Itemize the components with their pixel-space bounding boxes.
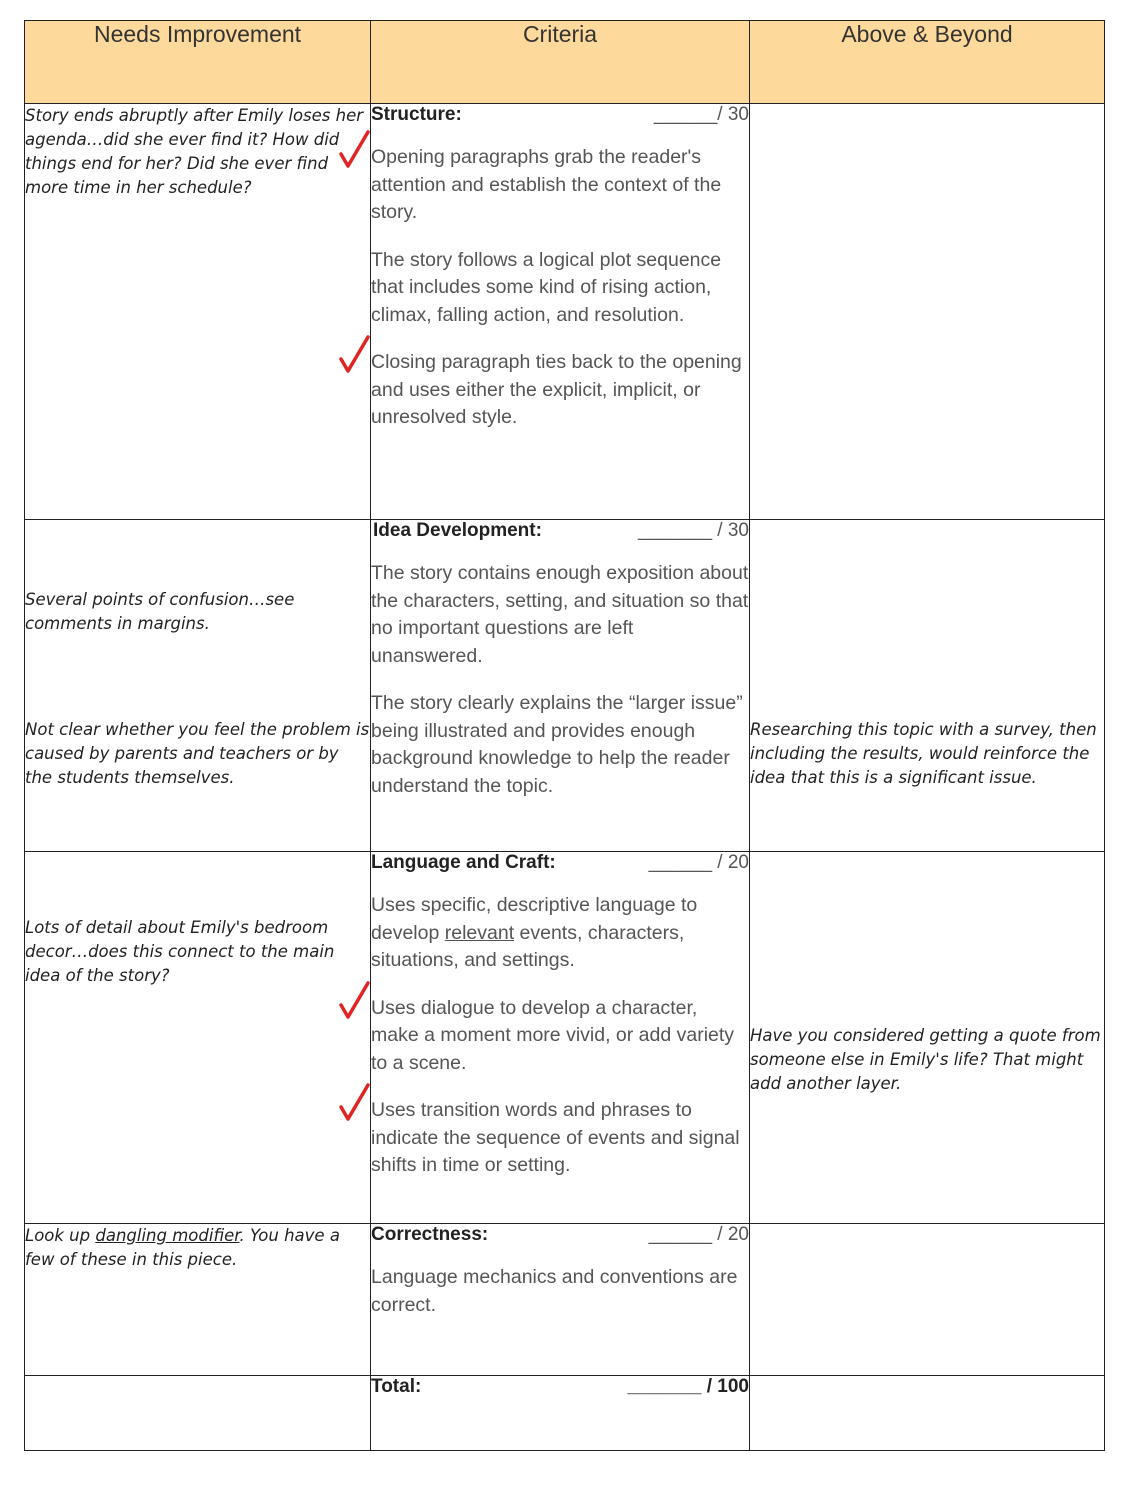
language-criteria-cell [371,852,750,1224]
language-item-1-pre: Uses specific, descriptive language to develop [371,894,698,944]
total-row [25,1376,1105,1451]
language-needs-note: Lots of detail about Emily's bedroom decor…does this connect to the main idea of the story? [25,918,335,985]
correctness-item [371,1264,749,1319]
idea-item-2-text: The story clearly explains the “larger issue” being illustrated and provides enough background knowledge to help the reader understand the topic. [371,692,743,797]
checkmark-icon [338,128,372,172]
idea-item-1 [371,560,749,670]
language-score: ______ / 20 [648,852,749,873]
idea-beyond-note: Researching this topic with a survey, then including the results, would reinforce the idea that this is a significant issue. [750,720,1097,787]
language-item-2 [371,995,749,1078]
structure-item-3 [371,349,749,432]
language-item-3-text: Uses transition words and phrases to indicate the sequence of events and signal shifts in time or setting. [371,1099,740,1176]
idea-item-1-text: The story contains enough exposition about the characters, setting, and situation so that no important questions are left unanswered. [371,562,749,667]
language-beyond-note: Have you considered getting a quote from someone else in Emily's life? That might add another layer. [750,1026,1101,1093]
language-item-1-post: events, characters, situations, and settings. [371,921,685,971]
correctness-title: Correctness: [371,1224,489,1245]
checkmark-icon [338,979,372,1023]
header-above-beyond: Above & Beyond [750,21,1105,104]
structure-item-1-text: Opening paragraphs grab the reader's attention and establish the context of the story. [371,146,722,223]
structure-beyond-cell [750,104,1105,520]
total-score: _______ / 100 [627,1376,749,1397]
idea-criteria-cell [371,520,750,852]
structure-item-2-text: The story follows a logical plot sequence that includes some kind of rising action, climax, falling action, and resolution. [371,248,722,326]
structure-needs-note: Story ends abruptly after Emily loses her agenda…did she ever find it? How did things end for her? Did she ever find more time in her schedule? [25,106,364,197]
language-needs-cell [25,852,371,1224]
total-criteria-cell [371,1376,750,1451]
correctness-needs-underlined: dangling modifier [95,1226,240,1245]
structure-item-3-text: Closing paragraph ties back to the opening and uses either the explicit, implicit, or unresolved style. [371,351,742,428]
correctness-row [25,1224,1105,1376]
header-criteria: Criteria [371,21,750,104]
correctness-beyond-cell [750,1224,1105,1376]
total-label: Total: [371,1376,422,1397]
language-item-2-text: Uses dialogue to develop a character, make a moment more vivid, or add variety to a scene. [371,996,735,1074]
correctness-needs-pre: Look up [25,1226,96,1245]
idea-needs-note-2: Not clear whether you feel the problem is caused by parents and teachers or by the students themselves. [25,720,370,787]
idea-row [25,520,1105,852]
correctness-criteria-cell [371,1224,750,1376]
correctness-needs-note [25,1224,370,1272]
idea-title: Idea Development: [373,520,542,541]
structure-score: ______/ 30 [653,104,749,125]
language-title: Language and Craft: [371,852,556,873]
structure-title: Structure: [371,104,462,125]
correctness-needs-cell [25,1224,371,1376]
language-item-3 [371,1097,749,1180]
structure-row [25,104,1105,520]
language-item-1 [371,892,749,975]
header-row [25,21,1105,104]
language-row [25,852,1105,1224]
structure-item-1 [371,144,749,227]
correctness-needs-post: . You have a few of these in this piece. [25,1226,340,1269]
language-beyond-cell [750,852,1105,1224]
structure-criteria-cell [371,104,750,520]
rubric-table [24,20,1105,1451]
idea-needs-note-1: Several points of confusion…see comments in margins. [25,590,295,633]
idea-beyond-cell [750,520,1105,852]
checkmark-icon [338,333,372,377]
correctness-item-text: Language mechanics and conventions are correct. [371,1266,738,1316]
correctness-score: ______ / 20 [648,1224,749,1245]
total-beyond-cell [750,1376,1105,1451]
idea-score: _______ / 30 [638,520,749,541]
header-needs-improvement: Needs Improvement [25,21,371,104]
checkmark-icon [338,1081,372,1125]
structure-item-2 [371,247,749,330]
total-needs-cell [25,1376,371,1451]
structure-needs-cell [25,104,371,520]
language-item-1-underlined: relevant [444,921,515,944]
idea-needs-cell [25,520,371,852]
idea-item-2 [371,690,749,800]
